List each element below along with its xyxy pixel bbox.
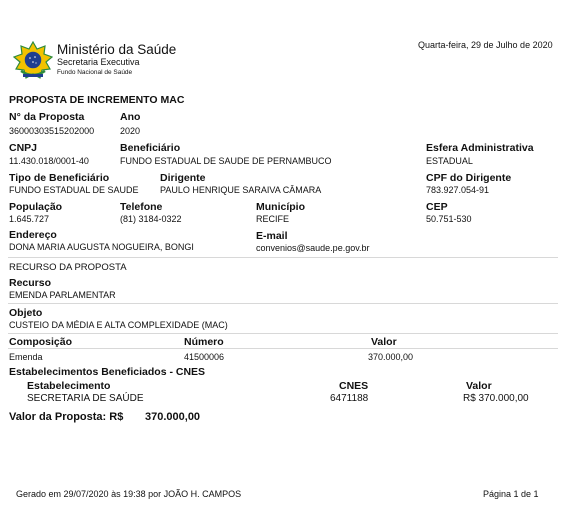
proposal-number: 36000303515202000 [9,126,95,136]
beneficiary-label: Beneficiário [120,142,181,154]
divider [8,257,558,258]
email-label: E-mail [256,230,288,242]
leader-cpf-label: CPF do Dirigente [426,172,512,184]
header-date: Quarta-feira, 29 de Julho de 2020 [418,40,553,50]
cnes-col-header: CNES [339,380,369,392]
document-title: PROPOSTA DE INCREMENTO MAC [9,94,185,106]
city-label: Município [256,201,305,213]
cep-label: CEP [426,201,448,213]
leader-cpf-value: 783.927.054-91 [426,185,490,195]
establishment-value-col-header: Valor [466,380,492,392]
beneficiary-type-label: Tipo de Beneficiário [9,172,110,184]
object-value: CUSTEIO DA MÉDIA E ALTA COMPLEXIDADE (MAC) [9,320,228,330]
sphere-value: ESTADUAL [426,156,473,166]
address-value: DONA MARIA AUGUSTA NOGUEIRA, BONGI [9,242,194,252]
sphere-label: Esfera Administrativa [426,142,534,154]
divider [8,303,558,304]
composition-col-header: Composição [9,336,73,348]
year-value: 2020 [120,126,141,136]
number-col-header: Número [184,336,224,348]
secretariat-name: Secretaria Executiva [57,57,140,67]
resource-section-title: RECURSO DA PROPOSTA [9,262,127,273]
fund-name: Fundo Nacional de Saúde [57,69,133,76]
brazil-coat-of-arms-icon [13,41,53,81]
phone-label: Telefone [120,201,163,213]
total-value: 370.000,00 [145,411,201,423]
population-label: População [9,201,63,213]
composition-cell: Emenda [9,352,43,362]
cep-value: 50.751-530 [426,214,472,224]
proposal-number-label: N° da Proposta [9,111,85,123]
leader-label: Dirigente [160,172,206,184]
population-value: 1.645.727 [9,214,50,224]
city-value: RECIFE [256,214,290,224]
page-number: Página 1 de 1 [483,489,539,499]
ministry-name: Ministério da Saúde [57,42,177,57]
cnpj-value: 11.430.018/0001-40 [9,156,89,166]
cnpj-label: CNPJ [9,142,38,154]
beneficiary-value: FUNDO ESTADUAL DE SAUDE DE PERNAMBUCO [120,156,332,166]
establishment-value-cell: R$ 370.000,00 [463,393,529,404]
email-link[interactable]: convenios@saude.pe.gov.br [256,243,370,253]
establishment-cell: SECRETARIA DE SAÚDE [27,393,144,404]
phone-value: (81) 3184-0322 [120,214,182,224]
number-cell: 41500006 [184,352,225,362]
year-label: Ano [120,111,141,123]
value-cell: 370.000,00 [368,352,414,362]
divider [8,333,558,334]
beneficiary-type-value: FUNDO ESTADUAL DE SAUDE [9,185,139,195]
value-col-header: Valor [371,336,397,348]
object-label: Objeto [9,307,43,319]
resource-value: EMENDA PARLAMENTAR [9,290,116,300]
establishment-col-header: Estabelecimento [27,380,111,392]
address-label: Endereço [9,229,57,241]
total-label: Valor da Proposta: R$ [9,411,124,423]
cnes-cell: 6471188 [330,393,369,404]
divider [8,348,558,349]
generated-footer: Gerado em 29/07/2020 às 19:38 por JOÃO H. CAMPOS [16,489,242,499]
resource-label: Recurso [9,277,52,289]
establishments-title: Estabelecimentos Beneficiados - CNES [9,366,206,378]
leader-value: PAULO HENRIQUE SARAIVA CÂMARA [160,185,322,195]
